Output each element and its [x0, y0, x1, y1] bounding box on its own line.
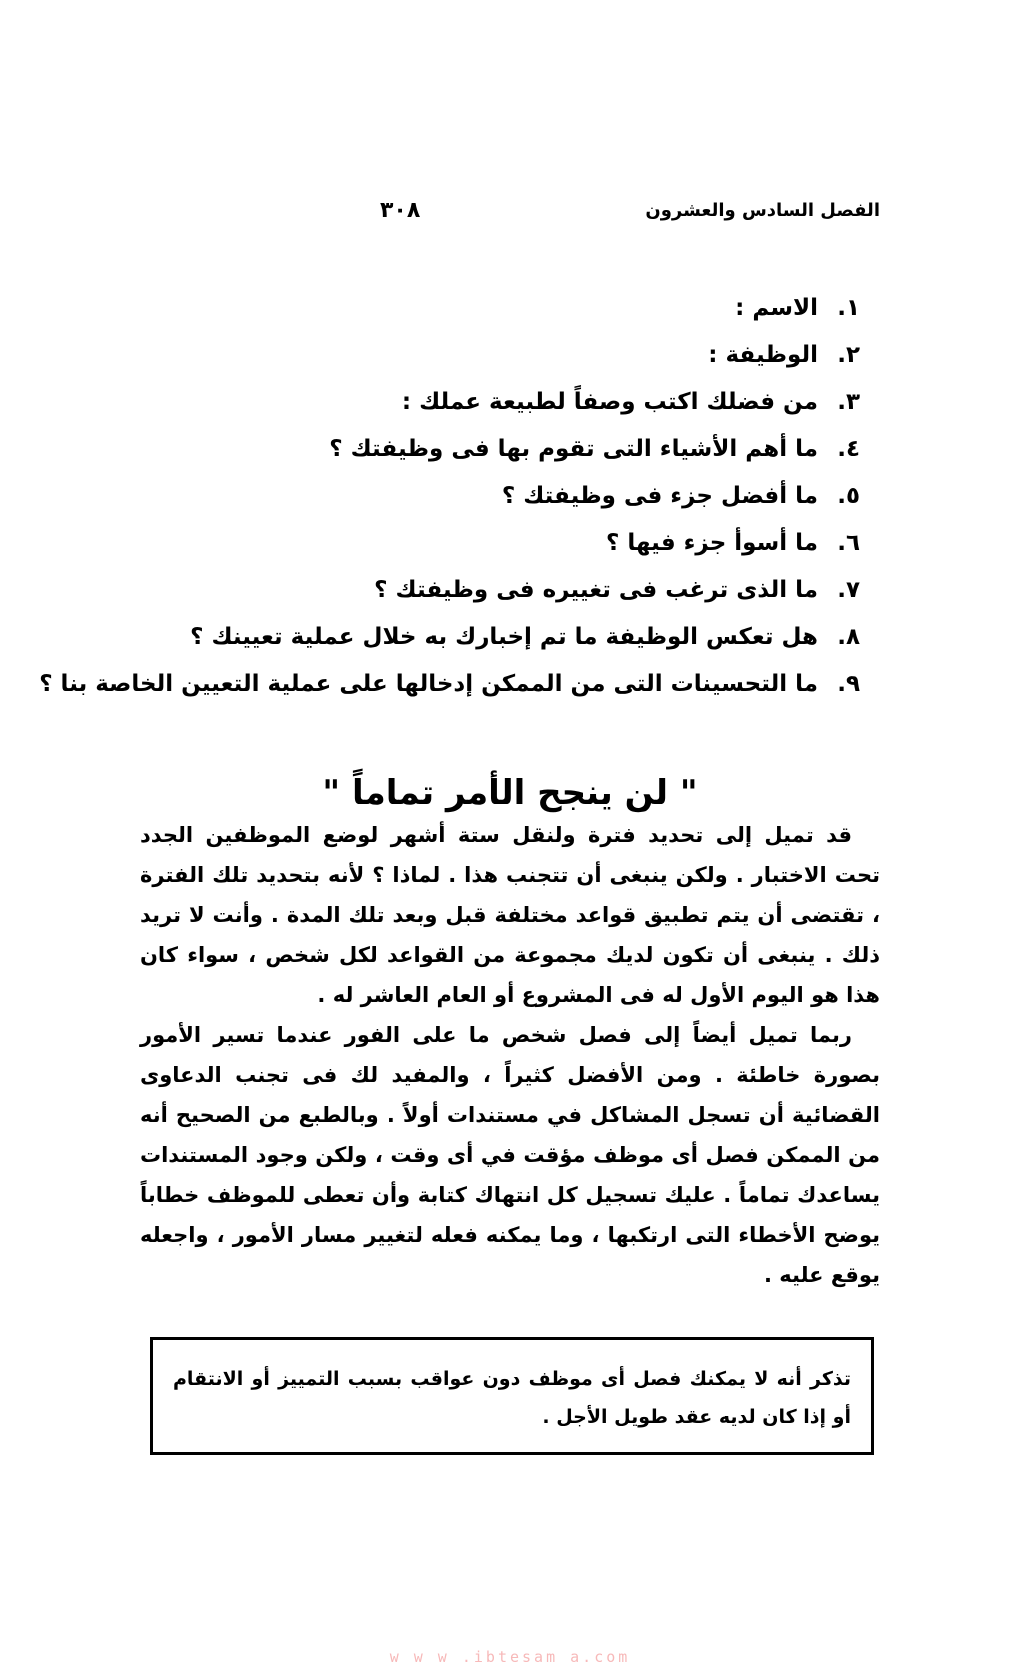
item-number: ٣.: [837, 389, 860, 415]
item-number: ٢.: [837, 342, 860, 368]
list-item: [140, 473, 860, 520]
item-text: هل تعكس الوظيفة ما تم إخبارك به خلال عملية تعيينك ؟: [190, 624, 818, 650]
list-item: [140, 567, 860, 614]
questionnaire-list: [39, 285, 860, 708]
list-item: [140, 332, 860, 379]
list-item: [140, 379, 860, 426]
item-number: ٧.: [837, 577, 860, 603]
item-text: الاسم :: [735, 295, 818, 321]
list-item: [140, 285, 860, 332]
chapter-title: الفصل السادس والعشرون: [645, 199, 880, 221]
item-number: ١.: [837, 295, 860, 321]
item-number: ٦.: [837, 530, 860, 556]
item-text: ما أفضل جزء فى وظيفتك ؟: [501, 483, 818, 509]
item-text: ما أسوأ جزء فيها ؟: [606, 530, 818, 556]
item-number: ٩.: [837, 671, 860, 697]
list-item: [140, 520, 860, 567]
note-text: تذكر أنه لا يمكنك فصل أى موظف دون عواقب بسبب التمييز أو الانتقام أو إذا كان لديه عقد طويل الأجل .: [173, 1368, 851, 1428]
item-text: من فضلك اكتب وصفاً لطبيعة عملك :: [401, 389, 818, 415]
item-text: الوظيفة :: [708, 342, 818, 368]
note-box: [150, 1337, 874, 1455]
list-item: [140, 426, 860, 473]
paragraph: قد تميل إلى تحديد فترة ولنقل ستة أشهر لوضع الموظفين الجدد تحت الاختبار . ولكن ينبغى أن تتجنب هذا . لماذا ؟ لأنه بتحديد تلك الفترة ، تقتضى أن يتم تطبيق قواعد مختلفة قبل وبعد تلك المدة . وأنت لا تريد ذلك . ينبغى أن تكون لديك مجموعة من القواعد لكل شخص ، سواء كان هذا هو اليوم الأول له فى المشروع أو العام العاشر له .: [140, 823, 880, 1007]
list-item: [140, 614, 860, 661]
item-text: ما الذى ترغب فى تغييره فى وظيفتك ؟: [374, 577, 818, 603]
watermark: w w w .ibtesam a.com: [389, 1648, 631, 1666]
list-item: [39, 661, 860, 708]
item-text: ما أهم الأشياء التى تقوم بها فى وظيفتك ؟: [329, 436, 818, 462]
body-text: [140, 815, 880, 1295]
page-header: [380, 190, 880, 230]
section-heading: " لن ينجح الأمر تماماً ": [322, 773, 698, 814]
item-number: ٤.: [837, 436, 860, 462]
page-number: ٣٠٨: [380, 197, 421, 223]
paragraph: ربما تميل أيضاً إلى فصل شخص ما على الفور عندما تسير الأمور بصورة خاطئة . ومن الأفضل كثيراً ، والمفيد لك فى تجنب الدعاوى القضائية أن تسجل المشاكل في مستندات أولاً . وبالطبع من الصحيح أنه من الممكن فصل أى موظف مؤقت في أى وقت ، ولكن وجود المستندات يساعدك تماماً . عليك تسجيل كل انتهاك كتابة وأن تعطى للموظف خطاباً يوضح الأخطاء التى ارتكبها ، وما يمكنه فعله لتغيير مسار الأمور ، واجعله يوقع عليه .: [140, 1023, 880, 1287]
item-number: ٨.: [837, 624, 860, 650]
item-text: ما التحسينات التى من الممكن إدخالها على عملية التعيين الخاصة بنا ؟: [39, 671, 818, 697]
item-number: ٥.: [837, 483, 860, 509]
